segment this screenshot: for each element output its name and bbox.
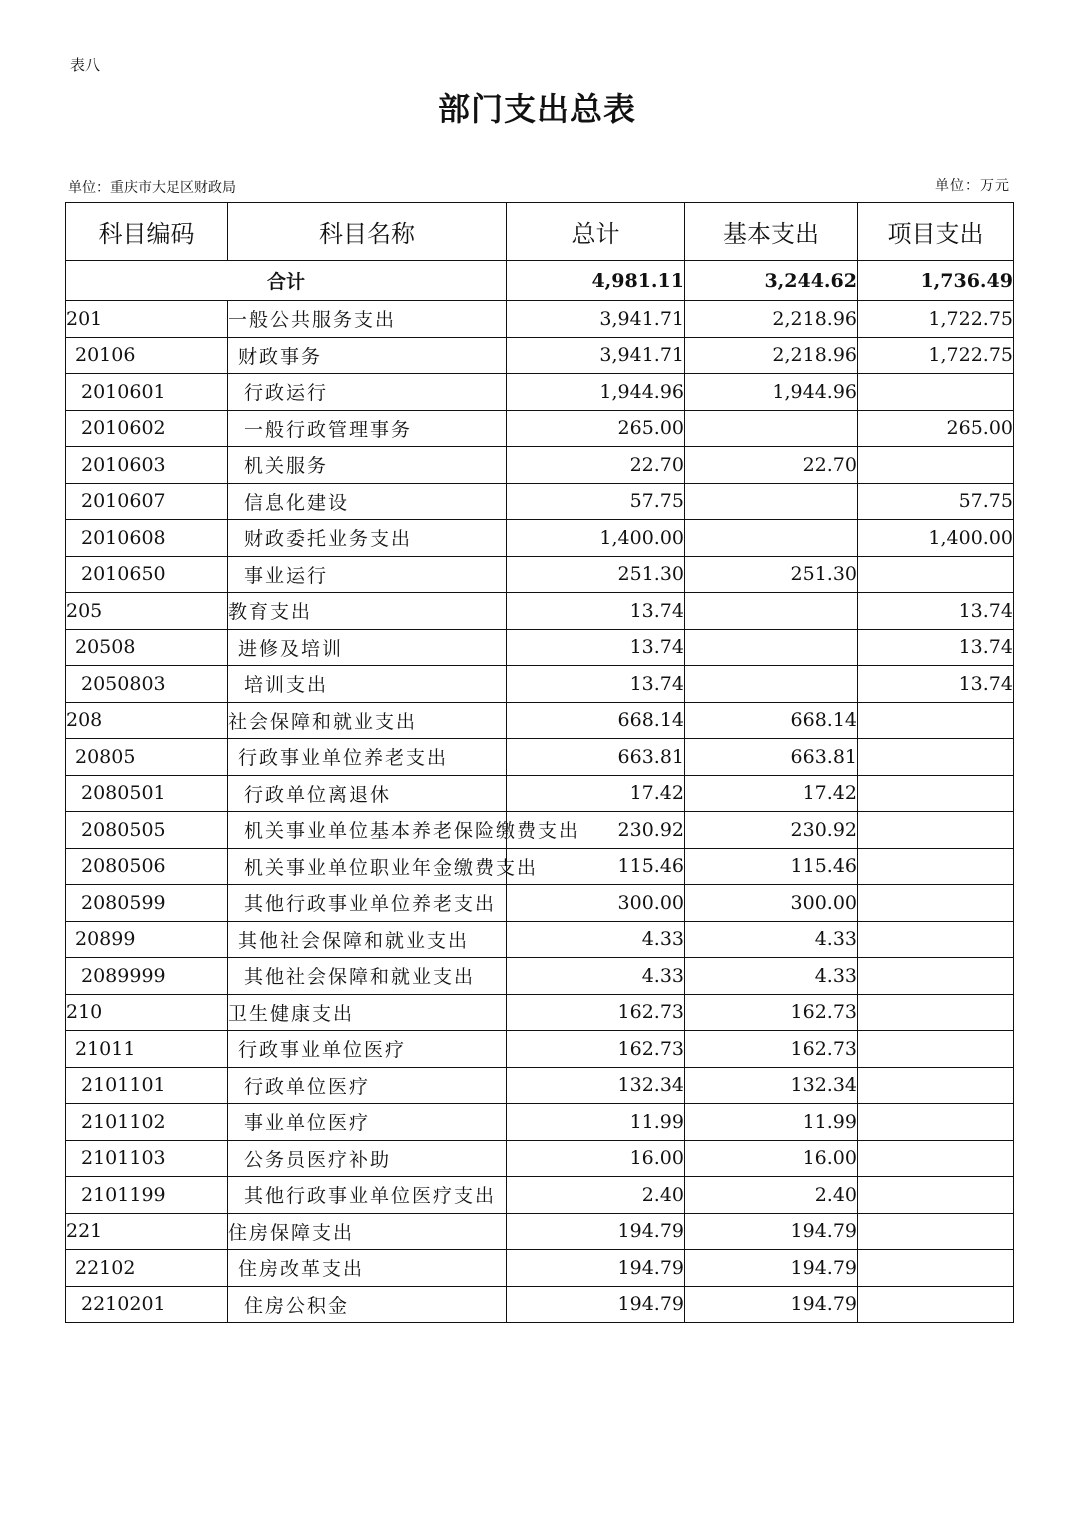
- table-row: [66, 1104, 1014, 1141]
- row-project: [858, 1104, 1014, 1141]
- table-row: [66, 958, 1014, 995]
- row-total: 11.99: [507, 1104, 685, 1141]
- row-project: [858, 1177, 1014, 1214]
- row-total: 132.34: [507, 1067, 685, 1104]
- row-name: 事业运行: [228, 556, 507, 593]
- row-project: 1,722.75: [858, 337, 1014, 374]
- row-code: 2010608: [66, 520, 228, 557]
- row-code: 2010602: [66, 410, 228, 447]
- row-basic: 2,218.96: [685, 301, 858, 338]
- table-row: [66, 921, 1014, 958]
- row-total: 3,941.71: [507, 301, 685, 338]
- row-basic: [685, 593, 858, 630]
- row-code: 2101103: [66, 1140, 228, 1177]
- row-name: 机关服务: [228, 447, 507, 484]
- row-basic: [685, 520, 858, 557]
- row-project: [858, 1140, 1014, 1177]
- row-code: 2101102: [66, 1104, 228, 1141]
- row-code: 2080505: [66, 812, 228, 849]
- row-name: 行政单位医疗: [228, 1067, 507, 1104]
- row-total: 162.73: [507, 994, 685, 1031]
- row-code: 2010650: [66, 556, 228, 593]
- table-row: [66, 556, 1014, 593]
- row-project: [858, 1067, 1014, 1104]
- row-project: [858, 1031, 1014, 1068]
- row-project: [858, 702, 1014, 739]
- table-row: [66, 1250, 1014, 1287]
- header-project: 项目支出: [858, 203, 1014, 261]
- table-row: [66, 410, 1014, 447]
- row-code: 2010607: [66, 483, 228, 520]
- row-total: 162.73: [507, 1031, 685, 1068]
- row-code: 20508: [66, 629, 228, 666]
- row-basic: 22.70: [685, 447, 858, 484]
- total-label: 合计: [66, 261, 507, 301]
- row-name: 其他行政事业单位医疗支出: [228, 1177, 507, 1214]
- row-basic: [685, 410, 858, 447]
- table-row: [66, 1140, 1014, 1177]
- table-row: [66, 775, 1014, 812]
- row-basic: [685, 666, 858, 703]
- row-project: 1,722.75: [858, 301, 1014, 338]
- row-project: [858, 1213, 1014, 1250]
- row-code: 2080501: [66, 775, 228, 812]
- row-name: 信息化建设: [228, 483, 507, 520]
- row-basic: 300.00: [685, 885, 858, 922]
- row-basic: 194.79: [685, 1250, 858, 1287]
- row-total: 16.00: [507, 1140, 685, 1177]
- row-basic: 2.40: [685, 1177, 858, 1214]
- table-row: [66, 520, 1014, 557]
- table-row: [66, 593, 1014, 630]
- row-total: 668.14: [507, 702, 685, 739]
- row-total: 194.79: [507, 1213, 685, 1250]
- table-row: [66, 1286, 1014, 1323]
- row-project: 265.00: [858, 410, 1014, 447]
- table-row: [66, 666, 1014, 703]
- table-row: [66, 337, 1014, 374]
- row-basic: 162.73: [685, 1031, 858, 1068]
- row-basic: 251.30: [685, 556, 858, 593]
- row-total: 230.92: [507, 812, 685, 849]
- expenditure-table: [65, 202, 1014, 1323]
- row-project: [858, 556, 1014, 593]
- row-name: 住房改革支出: [228, 1250, 507, 1287]
- row-basic: 1,944.96: [685, 374, 858, 411]
- row-total: 115.46: [507, 848, 685, 885]
- row-name: 一般公共服务支出: [228, 301, 507, 338]
- header-code: 科目编码: [66, 203, 228, 261]
- table-row: [66, 1177, 1014, 1214]
- row-project: [858, 1250, 1014, 1287]
- header-name: 科目名称: [228, 203, 507, 261]
- row-total: 300.00: [507, 885, 685, 922]
- row-name: 机关事业单位职业年金缴费支出: [228, 848, 507, 885]
- row-name: 行政运行: [228, 374, 507, 411]
- table-number: 表八: [70, 56, 101, 74]
- row-name: 进修及培训: [228, 629, 507, 666]
- row-name: 财政委托业务支出: [228, 520, 507, 557]
- row-code: 20106: [66, 337, 228, 374]
- table-row: [66, 483, 1014, 520]
- row-total: 22.70: [507, 447, 685, 484]
- row-total: 57.75: [507, 483, 685, 520]
- row-name: 其他社会保障和就业支出: [228, 958, 507, 995]
- row-name: 财政事务: [228, 337, 507, 374]
- header-total: 总计: [507, 203, 685, 261]
- row-code: 201: [66, 301, 228, 338]
- row-code: 221: [66, 1213, 228, 1250]
- row-total: 4.33: [507, 921, 685, 958]
- row-total: 3,941.71: [507, 337, 685, 374]
- row-code: 2050803: [66, 666, 228, 703]
- row-name: 住房公积金: [228, 1286, 507, 1323]
- row-basic: 132.34: [685, 1067, 858, 1104]
- row-code: 2101101: [66, 1067, 228, 1104]
- row-basic: 663.81: [685, 739, 858, 776]
- row-basic: 115.46: [685, 848, 858, 885]
- row-name: 一般行政管理事务: [228, 410, 507, 447]
- row-total: 2.40: [507, 1177, 685, 1214]
- row-project: [858, 848, 1014, 885]
- row-name: 机关事业单位基本养老保险缴费支出: [228, 812, 507, 849]
- row-project: [858, 374, 1014, 411]
- row-code: 2080506: [66, 848, 228, 885]
- row-basic: 2,218.96: [685, 337, 858, 374]
- row-basic: 16.00: [685, 1140, 858, 1177]
- row-project: [858, 775, 1014, 812]
- row-project: [858, 994, 1014, 1031]
- row-total: 13.74: [507, 666, 685, 703]
- total-sum: 4,981.11: [507, 261, 685, 301]
- row-total: 13.74: [507, 593, 685, 630]
- row-total: 663.81: [507, 739, 685, 776]
- table-row: [66, 739, 1014, 776]
- row-project: 1,400.00: [858, 520, 1014, 557]
- row-code: 2080599: [66, 885, 228, 922]
- row-name: 公务员医疗补助: [228, 1140, 507, 1177]
- row-name: 其他社会保障和就业支出: [228, 921, 507, 958]
- row-name: 教育支出: [228, 593, 507, 630]
- row-name: 卫生健康支出: [228, 994, 507, 1031]
- row-name: 社会保障和就业支出: [228, 702, 507, 739]
- row-code: 210: [66, 994, 228, 1031]
- row-code: 205: [66, 593, 228, 630]
- row-project: [858, 812, 1014, 849]
- department-unit: 单位：重庆市大足区财政局: [68, 180, 236, 196]
- total-row: [66, 261, 1014, 301]
- row-name: 住房保障支出: [228, 1213, 507, 1250]
- row-project: [858, 921, 1014, 958]
- row-project: 13.74: [858, 593, 1014, 630]
- page-title: 部门支出总表: [437, 90, 636, 128]
- table-row: [66, 702, 1014, 739]
- row-project: [858, 885, 1014, 922]
- row-name: 事业单位医疗: [228, 1104, 507, 1141]
- table-row: [66, 374, 1014, 411]
- row-total: 13.74: [507, 629, 685, 666]
- row-basic: 4.33: [685, 958, 858, 995]
- row-basic: 4.33: [685, 921, 858, 958]
- table-row: [66, 848, 1014, 885]
- row-total: 265.00: [507, 410, 685, 447]
- table-row: [66, 301, 1014, 338]
- row-total: 194.79: [507, 1250, 685, 1287]
- row-basic: [685, 629, 858, 666]
- table-row: [66, 885, 1014, 922]
- table-row: [66, 1213, 1014, 1250]
- row-total: 251.30: [507, 556, 685, 593]
- table-row: [66, 812, 1014, 849]
- row-project: 13.74: [858, 629, 1014, 666]
- row-code: 21011: [66, 1031, 228, 1068]
- row-project: 57.75: [858, 483, 1014, 520]
- header-basic: 基本支出: [685, 203, 858, 261]
- row-total: 194.79: [507, 1286, 685, 1323]
- row-basic: 11.99: [685, 1104, 858, 1141]
- row-code: 2089999: [66, 958, 228, 995]
- table-row: [66, 1031, 1014, 1068]
- row-project: [858, 447, 1014, 484]
- currency-unit: 单位：万元: [935, 178, 1010, 194]
- row-project: 13.74: [858, 666, 1014, 703]
- table-row: [66, 629, 1014, 666]
- row-code: 2101199: [66, 1177, 228, 1214]
- row-basic: 230.92: [685, 812, 858, 849]
- row-code: 20899: [66, 921, 228, 958]
- row-code: 208: [66, 702, 228, 739]
- row-basic: 668.14: [685, 702, 858, 739]
- row-basic: 162.73: [685, 994, 858, 1031]
- row-project: [858, 958, 1014, 995]
- row-total: 1,944.96: [507, 374, 685, 411]
- row-name: 培训支出: [228, 666, 507, 703]
- table-row: [66, 1067, 1014, 1104]
- header-row: [66, 203, 1014, 261]
- row-project: [858, 1286, 1014, 1323]
- row-basic: 194.79: [685, 1213, 858, 1250]
- row-basic: [685, 483, 858, 520]
- row-name: 其他行政事业单位养老支出: [228, 885, 507, 922]
- row-project: [858, 739, 1014, 776]
- table-row: [66, 994, 1014, 1031]
- row-total: 4.33: [507, 958, 685, 995]
- row-code: 20805: [66, 739, 228, 776]
- row-total: 1,400.00: [507, 520, 685, 557]
- row-code: 2010603: [66, 447, 228, 484]
- table-row: [66, 447, 1014, 484]
- row-code: 2010601: [66, 374, 228, 411]
- row-code: 22102: [66, 1250, 228, 1287]
- total-project: 1,736.49: [858, 261, 1014, 301]
- row-total: 17.42: [507, 775, 685, 812]
- row-code: 2210201: [66, 1286, 228, 1323]
- total-basic: 3,244.62: [685, 261, 858, 301]
- row-basic: 194.79: [685, 1286, 858, 1323]
- row-basic: 17.42: [685, 775, 858, 812]
- row-name: 行政事业单位养老支出: [228, 739, 507, 776]
- row-name: 行政事业单位医疗: [228, 1031, 507, 1068]
- row-name: 行政单位离退休: [228, 775, 507, 812]
